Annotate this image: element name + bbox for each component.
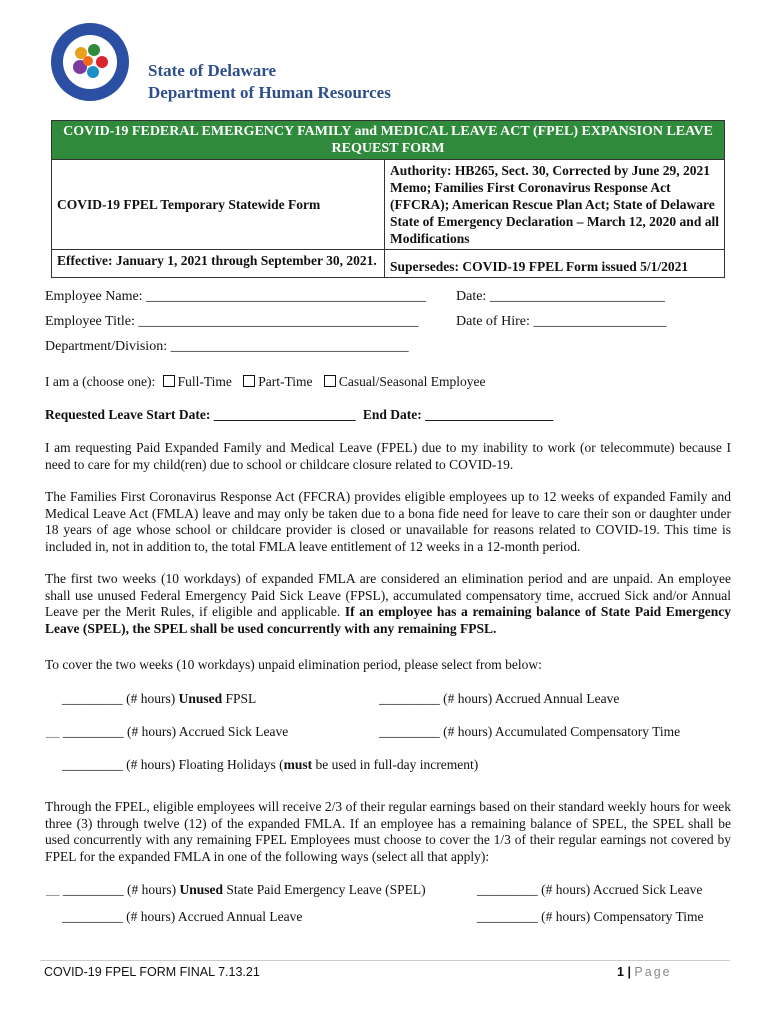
effective-text: Effective: January 1, 2021 through September 30, 2021. — [52, 250, 385, 277]
accrued-sick-option[interactable] — [46, 724, 288, 740]
option-label: (# hours) Accrued Sick Leave — [541, 882, 703, 897]
date-field[interactable]: Date: _________________________ — [456, 289, 665, 304]
full-time-label: Full-Time — [177, 374, 232, 389]
page-separator: | — [627, 965, 631, 979]
page-word: Page — [634, 965, 672, 979]
unused-fpsl-option[interactable] — [62, 691, 256, 707]
floating-holidays-option[interactable] — [62, 757, 478, 773]
blank-line: _________ — [62, 882, 124, 897]
option-label-end: FPSL — [222, 691, 257, 706]
employment-type-label: I am a (choose one): — [45, 374, 156, 389]
elimination-paragraph — [45, 571, 731, 637]
supersedes-text: Supersedes: COVID-19 FPEL Form issued 5/1/2021 — [390, 259, 689, 274]
blank-line: _________ — [379, 691, 440, 706]
leave-start-date-field[interactable]: Requested Leave Start Date: _____________________ — [45, 407, 356, 422]
option-label: (# hours) — [127, 882, 180, 897]
department-field[interactable]: Department/Division: __________________________________ — [45, 339, 409, 354]
employment-type-row — [45, 374, 485, 390]
leave-end-date-field[interactable]: End Date: ___________________ — [362, 407, 554, 422]
option-label-end: be used in full-day increment) — [312, 757, 479, 772]
dash-mark: __ — [46, 724, 60, 739]
authority-text: Authority: HB265, Sect. 30, Corrected by June 29, 2021 Memo; Families First Coronavirus Response Act (FFCRA); American Rescue Plan Act; State of Delaware State of Emergency Declaration – March 12, 2020 and all Modifications — [390, 163, 719, 246]
department-name: Department of Human Resources — [148, 83, 391, 102]
select-instruction: To cover the two weeks (10 workdays) unpaid elimination period, please select from below: — [45, 657, 542, 672]
cover-annual-option[interactable] — [62, 909, 302, 925]
option-label: (# hours) Accrued Annual Leave — [126, 909, 303, 924]
must-emphasis: must — [283, 757, 313, 772]
accrued-annual-option[interactable] — [379, 691, 619, 707]
option-label: (# hours) Accrued Sick Leave — [127, 724, 289, 739]
comp-time-option[interactable] — [379, 724, 680, 740]
dash-mark: __ — [46, 882, 60, 897]
full-time-checkbox[interactable] — [163, 375, 175, 387]
form-dates-row — [52, 250, 724, 277]
casual-seasonal-checkbox[interactable] — [324, 375, 336, 387]
option-label: (# hours) Compensatory Time — [541, 909, 704, 924]
blank-line: _________ — [477, 882, 538, 897]
delaware-dhr-seal-logo — [50, 22, 130, 102]
agency-heading — [148, 60, 391, 104]
option-label: (# hours) Accrued Annual Leave — [443, 691, 620, 706]
form-header-table — [51, 120, 725, 278]
unused-spel-option[interactable] — [46, 882, 426, 898]
form-name: COVID-19 FPEL Temporary Statewide Form — [57, 197, 321, 212]
footer-form-id: COVID-19 FPEL FORM FINAL 7.13.21 — [44, 965, 260, 979]
ffcra-paragraph: The Families First Coronavirus Response Act (FFCRA) provides eligible employees up to 12 weeks of expanded Family and Medical Leave Act (FMLA) leave and may only be taken due to a bona fide need for leave to care their son or daughter under 18 years of age whose school or childcare provider is closed or unavailable for reasons related to COVID-19. This time is included in, not in addition to, the total FMLA leave entitlement of 12 weeks in a 12-month period. — [45, 489, 731, 554]
casual-seasonal-label: Casual/Seasonal Employee — [338, 374, 486, 389]
footer-page-number — [617, 965, 672, 979]
blank-line: _________ — [62, 724, 124, 739]
spel-concurrent-text: If an employee has a remaining balance of State Paid Emergency Leave (SPEL), the SPEL shall be used concurrently with any remaining FPSL. — [45, 604, 731, 636]
option-label: (# hours) Accumulated Compensatory Time — [443, 724, 681, 739]
option-label: (# hours) Floating Holidays ( — [126, 757, 284, 772]
form-name-cell — [52, 160, 385, 249]
option-label: (# hours) — [126, 691, 179, 706]
date-of-hire-field[interactable]: Date of Hire: ___________________ — [456, 314, 667, 329]
cover-sick-option[interactable] — [477, 882, 702, 898]
employee-name-field[interactable]: Employee Name: ________________________________________ — [45, 289, 427, 304]
leave-dates-row — [45, 407, 553, 423]
unused-emphasis: Unused — [178, 691, 223, 706]
blank-line: _________ — [62, 909, 123, 924]
footer-divider — [40, 960, 730, 961]
request-paragraph: I am requesting Paid Expanded Family and Medical Leave (FPEL) due to my inability to work (or telecommute) because I need to care for my child(ren) due to school or childcare closure related to COVID-19. — [45, 440, 731, 472]
blank-line: _________ — [62, 691, 123, 706]
fpel-earnings-paragraph: Through the FPEL, eligible employees will receive 2/3 of their regular earnings based on their standard weekly hours for week three (3) through twelve (12) of the expanded FMLA. If an employee has a remaining balance of SPEL, the SPEL shall be used concurrently with any remaining FPEL Employees must choose to cover the 1/3 of their regular earnings not covered by FPEL for the expanded FMLA in one of the following ways (select all that apply): — [45, 799, 731, 864]
option-label-end: State Paid Emergency Leave (SPEL) — [223, 882, 426, 897]
unused-emphasis: Unused — [179, 882, 224, 897]
elimination-text: The first two weeks (10 workdays) of expanded FMLA are considered an elimination period and are unpaid. An employee shall use unused Federal Emergency Paid Sick Leave (FPSL), accumulated compensatory time, accrued Sick and/or Annual Leave per the Merit Rules, if eligible and applicable. — [45, 571, 731, 619]
employee-title-field[interactable]: Employee Title: ________________________________________ — [45, 314, 419, 329]
blank-line: _________ — [379, 724, 440, 739]
page-number: 1 — [617, 965, 624, 979]
form-title: COVID-19 FEDERAL EMERGENCY FAMILY and MEDICAL LEAVE ACT (FPEL) EXPANSION LEAVE REQUEST FORM — [52, 121, 724, 160]
blank-line: _________ — [477, 909, 538, 924]
blank-line: _________ — [62, 757, 123, 772]
form-info-row — [52, 160, 724, 250]
state-name: State of Delaware — [148, 61, 277, 80]
cover-comp-option[interactable] — [477, 909, 704, 925]
part-time-label: Part-Time — [258, 374, 313, 389]
part-time-checkbox[interactable] — [243, 375, 255, 387]
